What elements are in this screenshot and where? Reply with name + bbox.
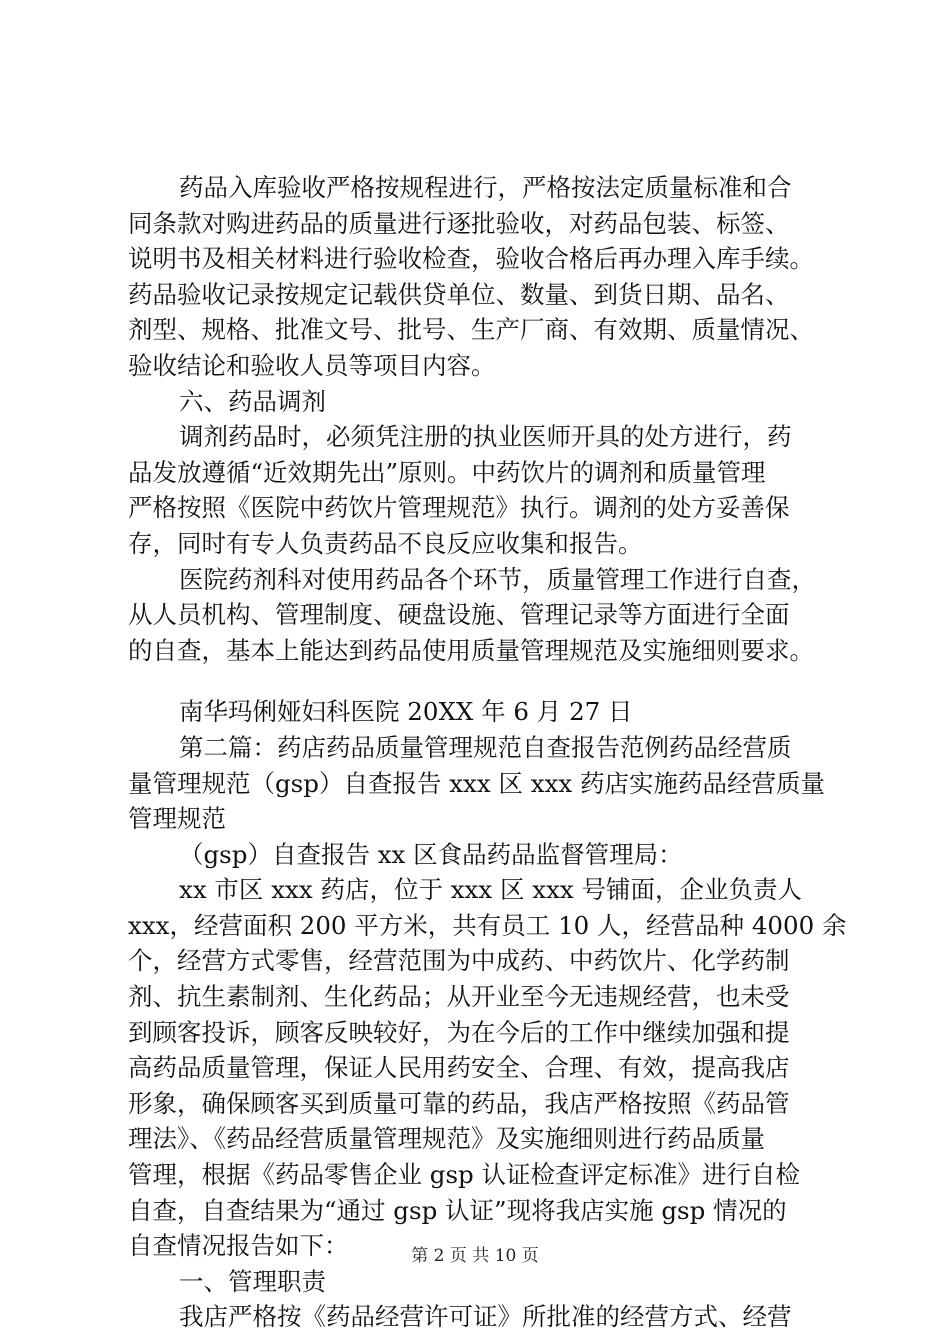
article-title: 第二篇：药店药品质量管理规范自查报告范例药品经营质: [179, 732, 792, 762]
paragraph-line: 的自查，基本上能达到药品使用质量管理规范及实施细则要求。: [128, 635, 814, 665]
paragraph-line: 个，经营方式零售，经营范围为中成药、中药饮片、化学药制: [128, 946, 790, 976]
paragraph-line: 剂、抗生素制剂、生化药品；从开业至今无违规经营，也未受: [128, 982, 790, 1012]
signature-date-line: 南华玛俐娅妇科医院 20XX 年 6 月 27 日: [179, 697, 633, 727]
section-heading: 一、管理职责: [179, 1266, 326, 1296]
document-body: [128, 170, 847, 1335]
paragraph-line: 品发放遵循“近效期先出”原则。中药饮片的调剂和质量管理: [128, 457, 766, 487]
section-heading: 六、药品调剂: [179, 386, 326, 416]
paragraph-line: 管理，根据《药品零售企业 gsp 认证检查评定标准》进行自检: [128, 1160, 801, 1190]
paragraph-line: 药品入库验收严格按规程进行，严格按法定质量标准和合: [179, 173, 792, 202]
paragraph-line: 从人员机构、管理制度、硬盘设施、管理记录等方面进行全面: [128, 600, 790, 630]
page-number-footer: 第 2 页 共 10 页: [411, 1246, 539, 1266]
salutation-line: （gsp）自查报告 xx 区食品药品监督管理局：: [179, 839, 683, 869]
paragraph-line: 验收结论和验收人员等项目内容。: [128, 350, 496, 380]
paragraph-line: 理法》、《药品经营质量管理规范》及实施细则进行药品质量: [128, 1124, 765, 1154]
blank-line: [128, 668, 828, 694]
paragraph-line: 严格按照《医院中药饮片管理规范》执行。调剂的处方妥善保: [128, 493, 790, 523]
paragraph-line: 调剂药品时，必须凭注册的执业医师开具的处方进行，药: [179, 422, 792, 452]
paragraph-line: 存，同时有专人负责药品不良反应收集和报告。: [128, 528, 643, 558]
article-title: 管理规范: [128, 804, 226, 834]
paragraph-line: xxx，经营面积 200 平方米，共有员工 10 人，经营品种 4000 余: [128, 910, 847, 940]
paragraph-line: 到顾客投诉，顾客反映较好，为在今后的工作中继续加强和提: [128, 1017, 790, 1047]
paragraph-line: 剂型、规格、批准文号、批号、生产厂商、有效期、质量情况、: [128, 315, 814, 345]
paragraph-line: 同条款对购进药品的质量进行逐批验收，对药品包装、标签、: [128, 208, 790, 238]
paragraph-line: 药品验收记录按规定记载供贷单位、数量、到货日期、品名、: [128, 279, 790, 309]
paragraph-line: xx 市区 xxx 药店，位于 xxx 区 xxx 号铺面，企业负责人: [179, 875, 803, 905]
paragraph-line: 说明书及相关材料进行验收检查，验收合格后再办理入库手续。: [128, 244, 814, 274]
paragraph-line: 自查，自查结果为“通过 gsp 认证”现将我店实施 gsp 情况的: [128, 1195, 787, 1225]
paragraph-line: 医院药剂科对使用药品各个环节，质量管理工作进行自查，: [179, 564, 816, 594]
paragraph-line: 形象，确保顾客买到质量可靠的药品，我店严格按照《药品管: [128, 1088, 790, 1118]
paragraph-line: 自查情况报告如下：: [128, 1231, 349, 1261]
paragraph-line: 高药品质量管理，保证人民用药安全、合理、有效，提高我店: [128, 1053, 790, 1083]
article-title: 量管理规范（gsp）自查报告 xxx 区 xxx 药店实施药品经营质量: [128, 768, 825, 798]
paragraph-line: 我店严格按《药品经营许可证》所批准的经营方式、经营: [179, 1302, 792, 1332]
